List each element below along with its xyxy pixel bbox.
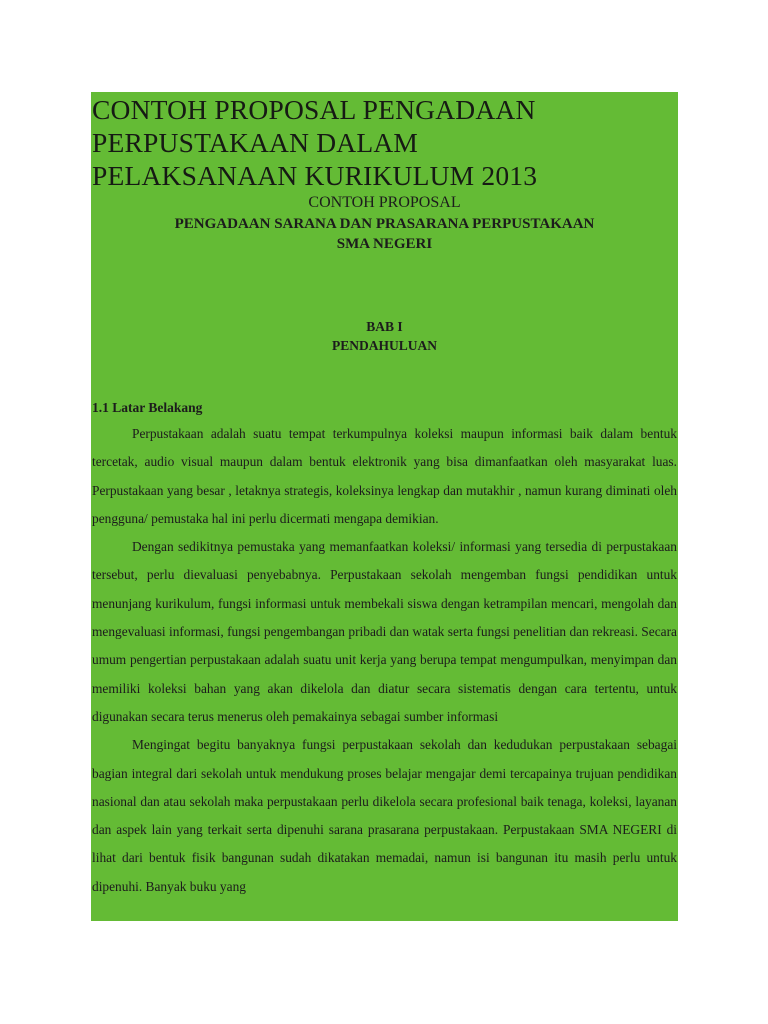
document-title-line: PELAKSANAAN KURIKULUM 2013 [92, 160, 538, 191]
chapter-number: BAB I [366, 319, 403, 334]
subtitle-contoh-proposal: CONTOH PROPOSAL [308, 194, 461, 211]
chapter-title: PENDAHULUAN [331, 338, 437, 353]
subtitle-pengadaan: PENGADAAN SARANA DAN PRASARANA PERPUSTAKAAN [174, 216, 595, 232]
body-paragraph: Mengingat begitu banyaknya fungsi perpustakaan sekolah dan kedudukan perpustakaan sebagai bagian integral dari sekolah untuk mendukung proses belajar mengajar demi tercapainya trujuan pendidikan nasional dan atau sekolah maka perpustakaan perlu dikelola secara profesional baik tenaga, koleksi, layanan dan aspek lain yang terkait serta dipenuhi sarana prasarana perpustakaan. Perpustakaan SMA NEGERI di lihat dari bentuk fisik bangunan sudah dikatakan memadai, namun isi bangunan itu masih perlu untuk dipenuhi. Banyak buku yang [92, 737, 677, 894]
section-heading: 1.1 Latar Belakang [92, 400, 203, 415]
document-title [91, 92, 678, 192]
subtitle-school: SMA NEGERI [336, 236, 433, 252]
body-paragraph: Dengan sedikitnya pemustaka yang memanfaatkan koleksi/ informasi yang tersedia di perpustakaan tersebut, perlu dievaluasi penyebabnya. Perpustakaan sekolah mengemban fungsi pendidikan untuk menunjang kurikulum, fungsi informasi untuk membekali siswa dengan ketrampilan mencari, mengolah dan mengevaluasi informasi, fungsi pengembangan pribadi dan watak serta fungsi penelitian dan rekreasi. Secara umum pengertian perpustakaan adalah suatu unit kerja yang berupa tempat mengumpulkan, menyimpan dan memiliki koleksi bahan yang akan dikelola dan diatur secara sistematis dengan cara tertentu, untuk digunakan secara terus menerus oleh pemakainya sebagai sumber informasi [92, 539, 677, 724]
subtitle-block [91, 194, 678, 254]
document-title-line: CONTOH PROPOSAL PENGADAAN [92, 94, 536, 125]
chapter-heading [91, 317, 678, 355]
body-paragraph: Perpustakaan adalah suatu tempat terkumpulnya koleksi maupun informasi baik dalam bentuk tercetak, audio visual maupun dalam bentuk elektronik yang bisa dimanfaatkan oleh masyarakat luas. Perpustakaan yang besar , letaknya strategis, koleksinya lengkap dan mutakhir , namun kurang diminati oleh pengguna/ pemustaka hal ini perlu dicermati mengapa demikian. [92, 426, 677, 526]
document-title-line: PERPUSTAKAAN DALAM [92, 127, 419, 158]
document-page [91, 92, 678, 921]
